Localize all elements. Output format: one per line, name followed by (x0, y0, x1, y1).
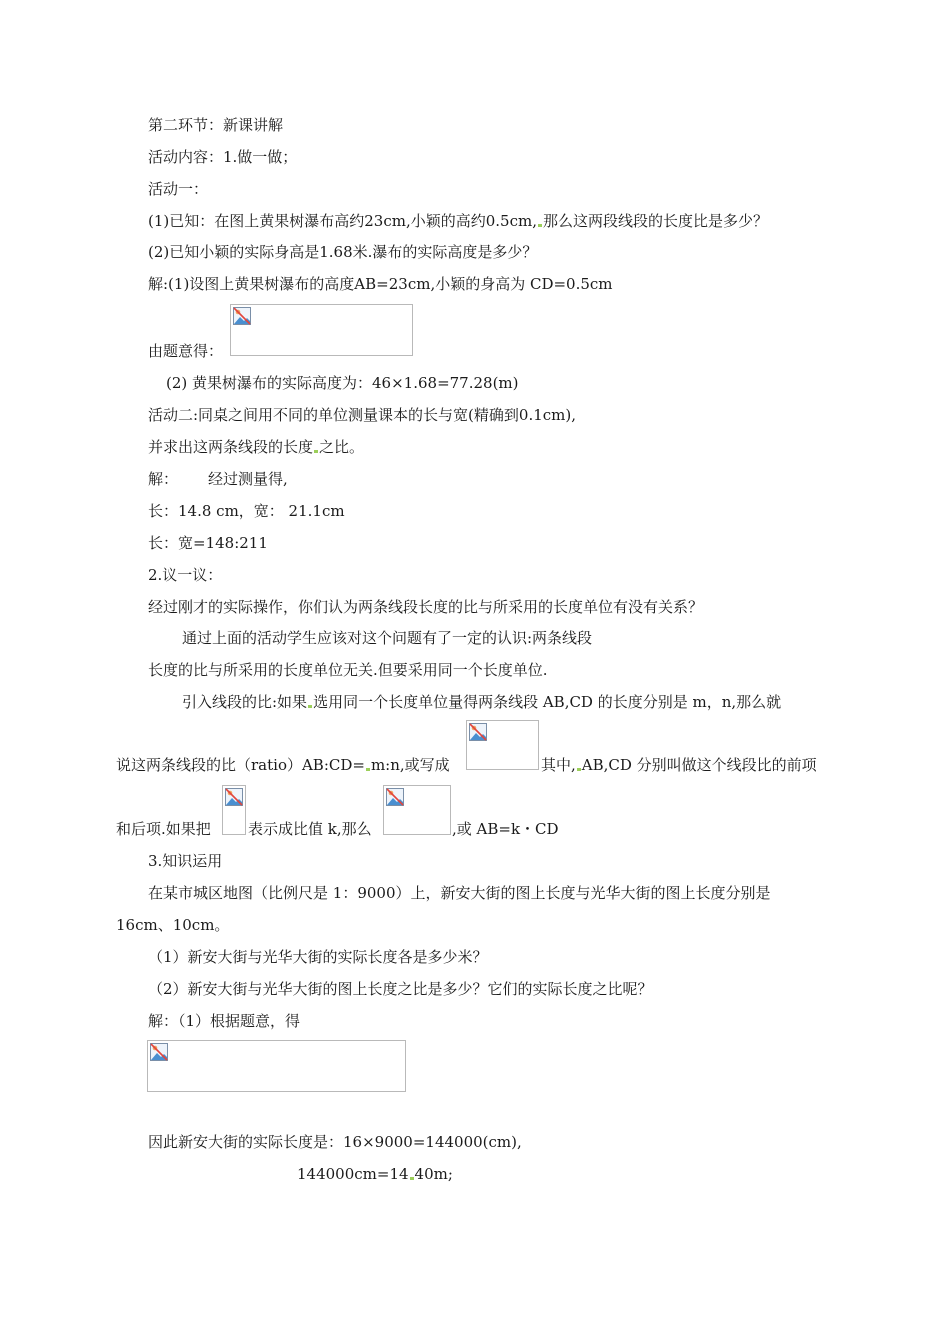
ratio-definition-3b: 表示成比值 k,那么 (248, 820, 372, 838)
activity-one-label: 活动一： (148, 180, 209, 198)
application-q1: （1）新安大街与光华大街的实际长度各是多少米？ (148, 948, 488, 966)
given-label: 由题意得： (148, 342, 224, 360)
application-heading: 3.知识运用 (148, 852, 223, 870)
solution-measure: 解： 经过测量得, (148, 470, 288, 488)
question-2: (2)已知小颖的实际身高是1.68米.瀑布的实际高度是多少？ (148, 243, 538, 261)
broken-image-icon (386, 788, 404, 806)
activity-two: 活动二:同桌之间用不同的单位测量课本的长与宽(精确到0.1cm), (148, 406, 577, 424)
ratio-definition-2a: 说这两条线段的比（ratio）AB:CD= m:n,或写成 (116, 756, 450, 774)
ratio-value-image (383, 785, 451, 835)
ratio-definition-3c: ,或 AB=k・CD (452, 820, 559, 838)
unit-conversion: 144000cm=14 40m; (297, 1165, 453, 1183)
broken-image-icon (150, 1043, 168, 1061)
discuss-conclusion-1: 通过上面的活动学生应该对这个问题有了一定的认识:两条线段 (182, 629, 593, 647)
broken-image-icon (469, 723, 487, 741)
application-q2: （2）新安大街与光华大街的图上长度之比是多少？它们的实际长度之比呢？ (148, 980, 653, 998)
discuss-conclusion-2: 长度的比与所采用的长度单位无关.但要采用同一个长度单位. (148, 661, 548, 679)
section-heading: 第二环节：新课讲解 (148, 116, 284, 134)
solution-line-1: 解:(1)设图上黄果树瀑布的高度AB=23cm,小颖的身高为 CD=0.5cm (148, 275, 613, 293)
measurement-values: 长：14.8 cm，宽： 21.1cm (148, 502, 345, 520)
application-solution: 解：（1）根据题意，得 (148, 1012, 301, 1030)
activity-content: 活动内容：1.做一做； (148, 148, 298, 166)
broken-image-icon (233, 307, 251, 325)
fraction-image (466, 720, 539, 770)
activity-two-cont: 并求出这两条线段的长度 之比。 (148, 438, 365, 456)
ratio-image (222, 785, 246, 835)
broken-image-icon (225, 788, 243, 806)
ratio-definition-2b: 其中, AB,CD 分别叫做这个线段比的前项 (541, 756, 817, 774)
ratio-definition-1: 引入线段的比:如果 选用同一个长度单位量得两条线段 AB,CD 的长度分别是 m，n,那么就 (182, 693, 782, 711)
question-1: (1)已知：在图上黄果树瀑布高约23cm,小颖的高约0.5cm, 那么这两段线段的长度比是多少？ (148, 212, 768, 230)
discuss-question: 经过刚才的实际操作，你们认为两条线段长度的比与所采用的长度单位有没有关系？ (148, 598, 704, 616)
discuss-heading: 2.议一议： (148, 566, 223, 584)
formula-image (230, 304, 413, 356)
equation-image (147, 1040, 406, 1092)
measurement-ratio: 长：宽=148:211 (148, 534, 268, 552)
ratio-definition-3a: 和后项.如果把 (116, 820, 211, 838)
application-problem-1: 在某市城区地图（比例尺是 1：9000）上，新安大街的图上长度与光华大街的图上长度分别是 (148, 884, 771, 902)
answer-2: (2) 黄果树瀑布的实际高度为：46×1.68=77.28(m) (166, 374, 519, 392)
application-problem-2: 16cm、10cm。 (116, 916, 230, 934)
actual-length-calc: 因此新安大街的实际长度是：16×9000=144000(cm), (148, 1133, 522, 1151)
